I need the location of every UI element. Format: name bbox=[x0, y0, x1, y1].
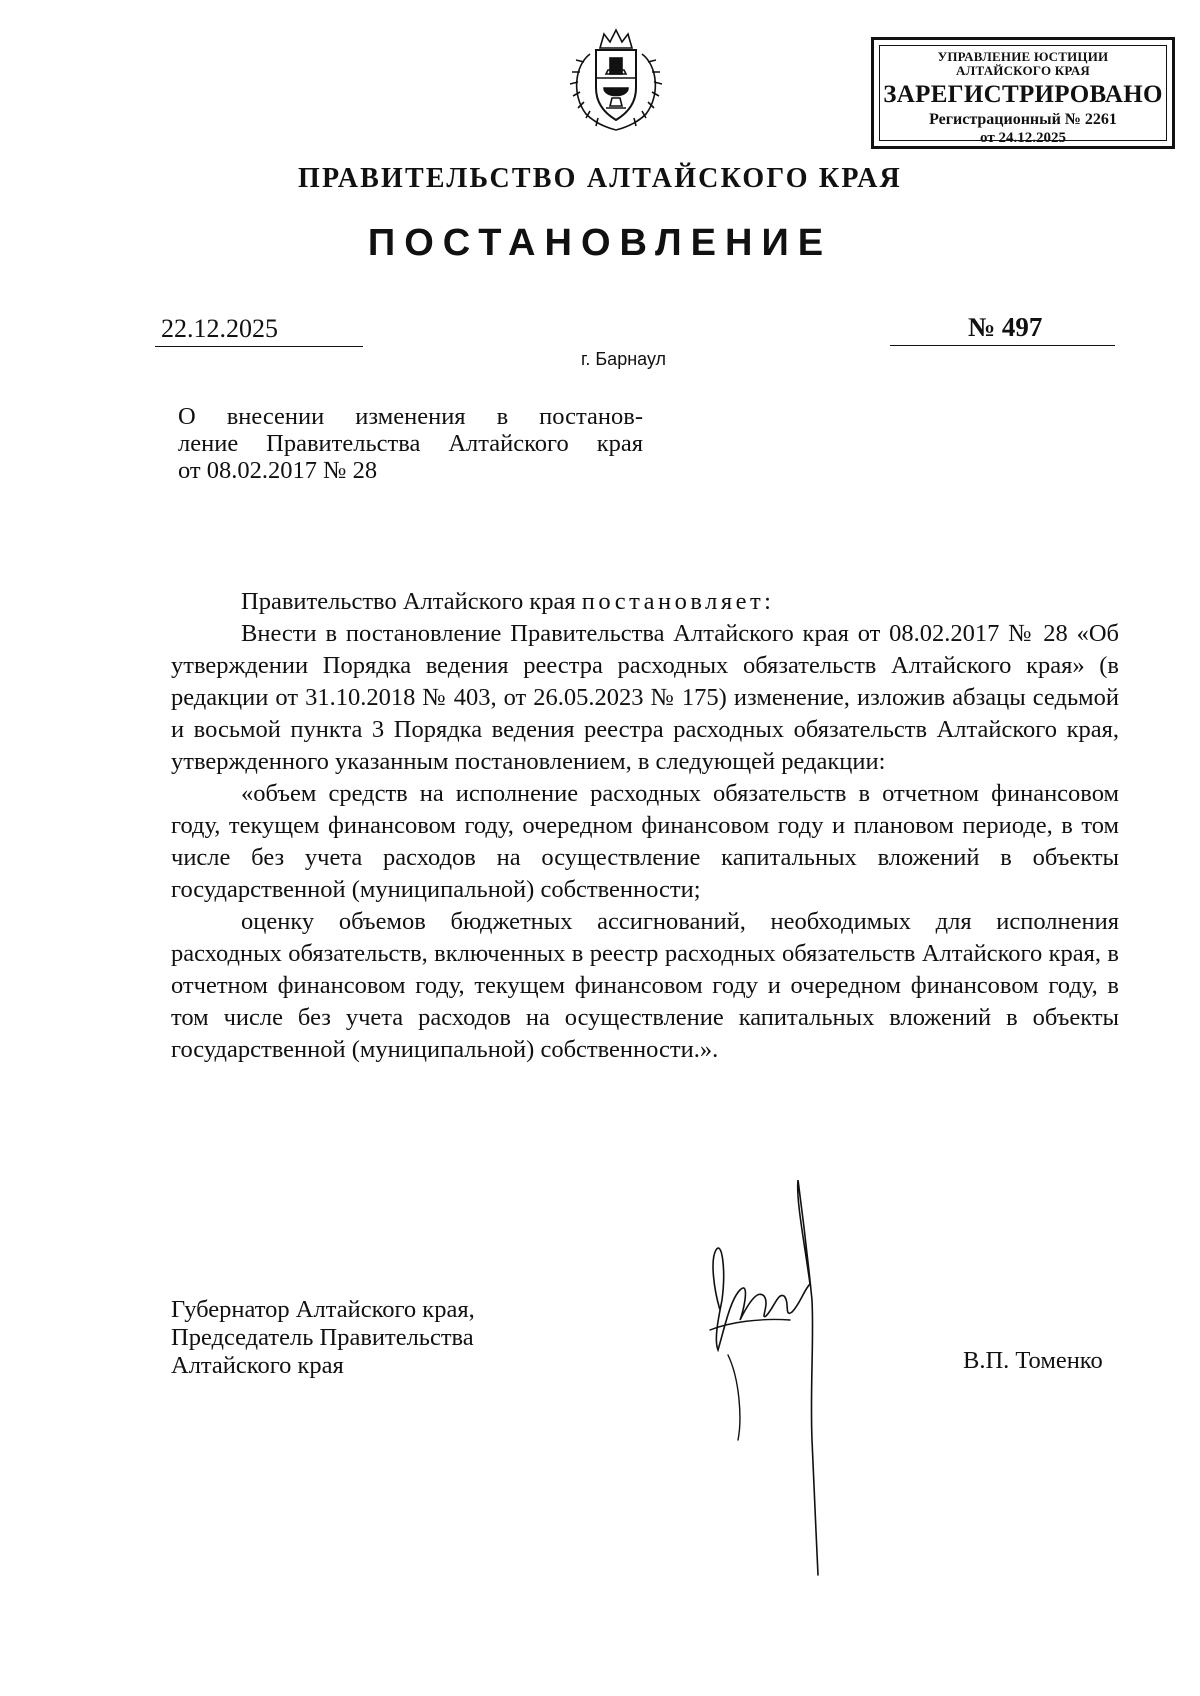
document-subject bbox=[178, 403, 643, 484]
subject-line2: ление Правительства Алтайского края bbox=[178, 430, 643, 457]
subject-line3: от 08.02.2017 № 28 bbox=[178, 457, 378, 484]
signer-title-line3: Алтайского края bbox=[171, 1352, 344, 1379]
registration-stamp bbox=[871, 37, 1175, 149]
document-number-field bbox=[890, 308, 1115, 346]
signer-title bbox=[171, 1296, 475, 1380]
stamp-reg-number: Регистрационный № 2261 bbox=[929, 111, 1117, 128]
coat-of-arms-emblem bbox=[568, 26, 664, 134]
city-label: г. Барнаул bbox=[581, 349, 667, 369]
document-date-field bbox=[155, 313, 363, 347]
signer-name: В.П. Томенко bbox=[963, 1347, 1103, 1374]
subject-line1: О внесении изменения в постанов- bbox=[178, 403, 643, 430]
intro-text: Правительство Алтайского края bbox=[241, 588, 582, 615]
intro-paragraph bbox=[171, 586, 1119, 618]
body-paragraph-2: «объем средств на исполнение расходных обязательств в отчетном финансовом году, текущем финансовом году, очередном финансовом году и плановом периоде, в том числе без учета расходов на осуществление капитальных вложений в объекты государственной (муниципальной) собственности; bbox=[171, 780, 1119, 903]
document-number: № 497 bbox=[968, 312, 1043, 342]
document-date: 22.12.2025 bbox=[161, 314, 278, 343]
stamp-org-line2: АЛТАЙСКОГО КРАЯ bbox=[956, 63, 1090, 78]
stamp-reg-date: от 24.12.2025 bbox=[980, 130, 1066, 146]
signer-title-line2: Председатель Правительства bbox=[171, 1324, 474, 1351]
document-body bbox=[171, 586, 1119, 1066]
body-paragraph-3: оценку объемов бюджетных ассигнований, необходимых для исполнения расходных обязательств, включенных в реестр расходных обязательств Алтайского края, в отчетном финансовом году, текущем финансовом году и очередном финансовом году, в том числе без учета расходов на осуществление капитальных вложений в объекты государственной (муниципальной) собственности.». bbox=[171, 908, 1119, 1063]
registration-stamp-inner bbox=[879, 45, 1167, 146]
handwritten-signature bbox=[700, 1180, 850, 1580]
intro-spaced-verb: постановляет: bbox=[581, 588, 775, 615]
document-type: ПОСТАНОВЛЕНИЕ bbox=[367, 222, 833, 264]
stamp-org-line1: УПРАВЛЕНИЕ ЮСТИЦИИ bbox=[937, 49, 1109, 64]
body-paragraph-1: Внести в постановление Правительства Алтайского края от 08.02.2017 № 28 «Об утверждении Порядка ведения реестра расходных обязательств Алтайского края» (в редакции от 31.10.2018 № 403, от 26.05.2023 № 175) изменение, изложив абзацы седьмой и восьмой пункта 3 Порядка ведения реестра расходных обязательств Алтайского края, утвержденного указанным постановлением, в следующей редакции: bbox=[171, 620, 1119, 775]
stamp-status: ЗАРЕГИСТРИРОВАНО bbox=[883, 81, 1163, 108]
government-title: ПРАВИТЕЛЬСТВО АЛТАЙСКОГО КРАЯ bbox=[298, 163, 902, 194]
signer-title-line1: Губернатор Алтайского края, bbox=[171, 1296, 475, 1323]
